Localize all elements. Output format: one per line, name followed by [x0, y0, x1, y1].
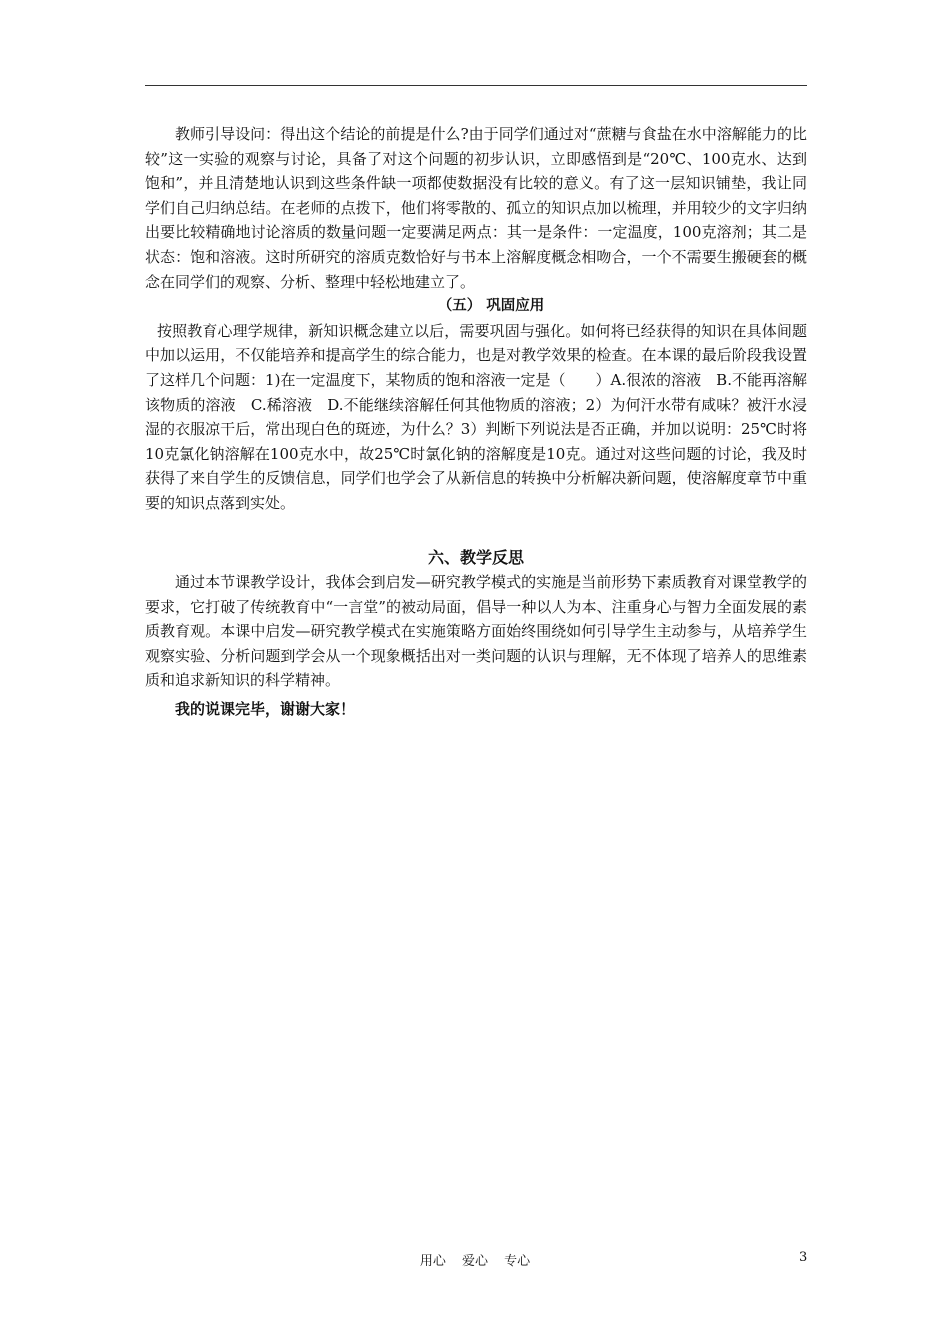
- subheading-consolidation: （五） 巩固应用: [437, 298, 545, 315]
- closing-remark: 我的说课完毕，谢谢大家！: [175, 700, 356, 719]
- section-heading-reflection: 六、教学反思: [427, 547, 524, 567]
- paragraph-consolidation: 按照教育心理学规律，新知识概念建立以后，需要巩固与强化。如何将已经获得的知识在具体间题中加以运用，不仅能培养和提高学生的综合能力，也是对教学效果的检查。在本课的最后阶段我设置了这样几个问题：1)在一定温度下，某物质的饱和溶液一定是（ ）A.很浓的溶液 B.不能再溶解该物质的溶液 C.稀溶液 D.不能继续溶解任何其他物质的溶液；2）为何汗水带有咸味？被汗水浸湿的衣服凉干后，常出现白色的斑迹，为什么？3）判断下列说法是否正确，并加以说明：25℃时将10克氯化钠溶解在100克水中，故25℃时氯化钠的溶解度是10克。通过对这些问题的讨论，我及时获得了来自学生的反馈信息，同学们也学会了从新信息的转换中分析解决新问题，使溶解度章节中重要的知识点落到实处。: [145, 321, 807, 512]
- footer-motto: 用心 爱心 专心: [419, 1254, 531, 1269]
- paragraph-teacher-guidance: 教师引导设问：得出这个结论的前提是什么?由于同学们通过对“蔗糖与食盐在水中溶解能力的比较”这一实验的观察与讨论，具备了对这个问题的初步认识，立即感悟到是“20℃、100克水、达到饱和”，并且清楚地认识到这些条件缺一项都使数据没有比较的意义。有了这一层知识铺垫，我让同学们自己归纳总结。在老师的点拨下，他们将零散的、孤立的知识点加以梳理，并用较少的文字归纳出要比较精确地讨论溶质的数量问题一定要满足两点：其一是条件：一定温度，100克溶剂；其二是状态：饱和溶液。这时所研究的溶质克数恰好与书本上溶解度概念相吻合，一个不需要生搬硬套的概念在同学们的观察、分析、整理中轻松地建立了。: [145, 125, 807, 291]
- header-rule: [145, 85, 807, 86]
- page-number: 3: [799, 1250, 808, 1265]
- paragraph-reflection: 通过本节课教学设计，我体会到启发—研究教学模式的实施是当前形势下素质教育对课堂教学的要求，它打破了传统教育中“一言堂”的被动局面，倡导一种以人为本、注重身心与智力全面发展的素质教育观。本课中启发—研究教学模式在实施策略方面始终围绕如何引导学生主动参与，从培养学生观察实验、分析问题到学会从一个现象概括出对一类问题的认识与理解，无不体现了培养人的思维素质和追求新知识的科学精神。: [145, 573, 807, 690]
- document-body: [145, 122, 807, 722]
